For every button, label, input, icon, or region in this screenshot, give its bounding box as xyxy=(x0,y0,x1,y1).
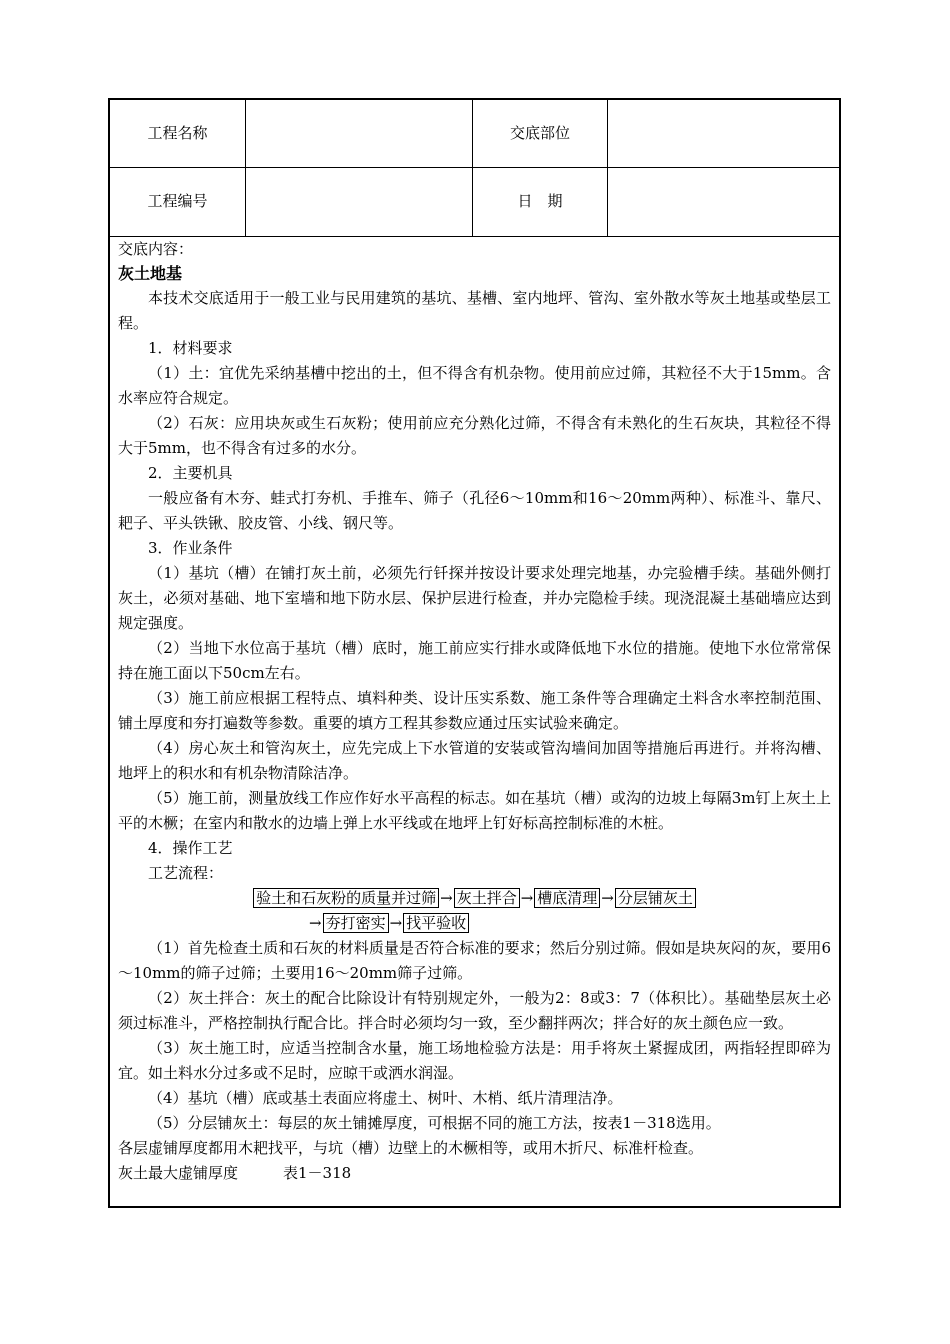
section-conditions-heading: 3．作业条件 xyxy=(148,539,233,557)
header-col-divider-1 xyxy=(245,100,246,236)
project-no-label: 工程编号 xyxy=(147,192,208,210)
section-process-heading: 4．操作工艺 xyxy=(148,839,233,857)
flow-step: 验土和石灰粉的质量并过筛 xyxy=(253,888,439,908)
flow-step: 分层铺灰土 xyxy=(615,888,696,908)
tools-paragraph: 一般应备有木夯、蛙式打夯机、手推车、筛子（孔径6～10mm和16～20mm两种）、标准斗、靠尺、耙子、平头铁锹、胶皮管、小线、钢尺等。 xyxy=(118,489,831,532)
project-name-label: 工程名称 xyxy=(147,124,208,142)
materials-lime: （2）石灰：应用块灰或生石灰粉；使用前应充分熟化过筛，不得含有未熟化的生石灰块，其粒径不得大于5mm，也不得含有过多的水分。 xyxy=(118,414,831,457)
process-flow-label: 工艺流程： xyxy=(148,864,224,882)
content-label: 交底内容： xyxy=(118,240,194,258)
date-label: 日 期 xyxy=(517,192,563,210)
flow-arrow-icon: → xyxy=(309,914,322,932)
conditions-2: （2）当地下水位高于基坑（槽）底时，施工前应实行排水或降低地下水位的措施。使地下水位常常保持在施工面以下50cm左右。 xyxy=(118,639,831,682)
part-label: 交底部位 xyxy=(509,124,570,142)
flow-step: 灰土拌合 xyxy=(454,888,520,908)
conditions-4: （4）房心灰土和管沟灰土，应先完成上下水管道的安装或管沟墙间加固等措施后再进行。并将沟槽、地坪上的积水和有机杂物清除洁净。 xyxy=(118,739,831,782)
process-2: （2）灰土拌合：灰土的配合比除设计有特别规定外，一般为2：8或3：7（体积比）。基础垫层灰土必须过标准斗，严格控制执行配合比。拌合时必须均匀一致，至少翻拌两次；拌合好的灰土颜色应一致。 xyxy=(118,989,831,1032)
process-5: （5）分层铺灰土：每层的灰土铺摊厚度，可根据不同的施工方法，按表1－318选用。 xyxy=(148,1114,721,1132)
disclosure-form xyxy=(108,98,841,1208)
header-col-divider-3 xyxy=(607,100,608,236)
flow-arrow-icon: → xyxy=(601,889,614,907)
flow-arrow-icon: → xyxy=(520,889,534,907)
process-4: （4）基坑（槽）底或基土表面应将虚土、树叶、木梢、纸片清理洁净。 xyxy=(148,1089,623,1107)
process-flow-row-2 xyxy=(118,911,831,936)
disclosure-content xyxy=(118,237,831,1186)
conditions-5: （5）施工前，测量放线工作应作好水平高程的标志。如在基坑（槽）或沟的边坡上每隔3m钉上灰土上平的木橛；在室内和散水的边墙上弹上水平线或在地坪上钉好标高控制标准的木桩。 xyxy=(118,789,831,832)
process-flow-row-1 xyxy=(118,886,831,911)
table-caption: 灰土最大虚铺厚度 表1－318 xyxy=(118,1164,352,1182)
conditions-3: （3）施工前应根据工程特点、填料种类、设计压实系数、施工条件等合理确定土料含水率控制范围、铺土厚度和夯打遍数等参数。重要的填方工程其参数应通过压实试验来确定。 xyxy=(118,689,831,732)
process-5-continued: 各层虚铺厚度都用木耙找平，与坑（槽）边壁上的木橛相等，或用木折尺、标准杆检查。 xyxy=(118,1139,704,1157)
flow-arrow-icon: → xyxy=(389,914,403,932)
section-materials-heading: 1．材料要求 xyxy=(148,339,233,357)
materials-soil: （1）土：宜优先采纳基槽中挖出的土，但不得含有机杂物。使用前应过筛，其粒径不大于15mm。含水率应符合规定。 xyxy=(118,364,831,407)
flow-arrow-icon: → xyxy=(440,889,453,907)
flow-step: 槽底清理 xyxy=(534,888,600,908)
section-tools-heading: 2．主要机具 xyxy=(148,464,233,482)
header-row-divider xyxy=(110,167,839,168)
intro-paragraph: 本技术交底适用于一般工业与民用建筑的基坑、基槽、室内地坪、管沟、室外散水等灰土地基或垫层工程。 xyxy=(118,289,831,332)
conditions-1: （1）基坑（槽）在铺打灰土前，必须先行钎探并按设计要求处理完地基，办完验槽手续。基础外侧打灰土，必须对基础、地下室墙和地下防水层、保护层进行检查，并办完隐检手续。现浇混凝土基础墙应达到规定强度。 xyxy=(118,564,831,632)
flow-step: 找平验收 xyxy=(403,913,469,933)
document-title: 灰土地基 xyxy=(118,264,183,283)
process-3: （3）灰土施工时，应适当控制含水量，施工场地检验方法是：用手将灰土紧握成团，两指轻捏即碎为宜。如土料水分过多或不足时，应晾干或洒水润湿。 xyxy=(118,1039,831,1082)
process-1: （1）首先检查土质和石灰的材料质量是否符合标准的要求；然后分别过筛。假如是块灰闷的灰，要用6～10mm的筛子过筛；土要用16～20mm筛子过筛。 xyxy=(118,939,831,982)
flow-step: 夯打密实 xyxy=(323,913,389,933)
header-col-divider-2 xyxy=(472,100,473,236)
